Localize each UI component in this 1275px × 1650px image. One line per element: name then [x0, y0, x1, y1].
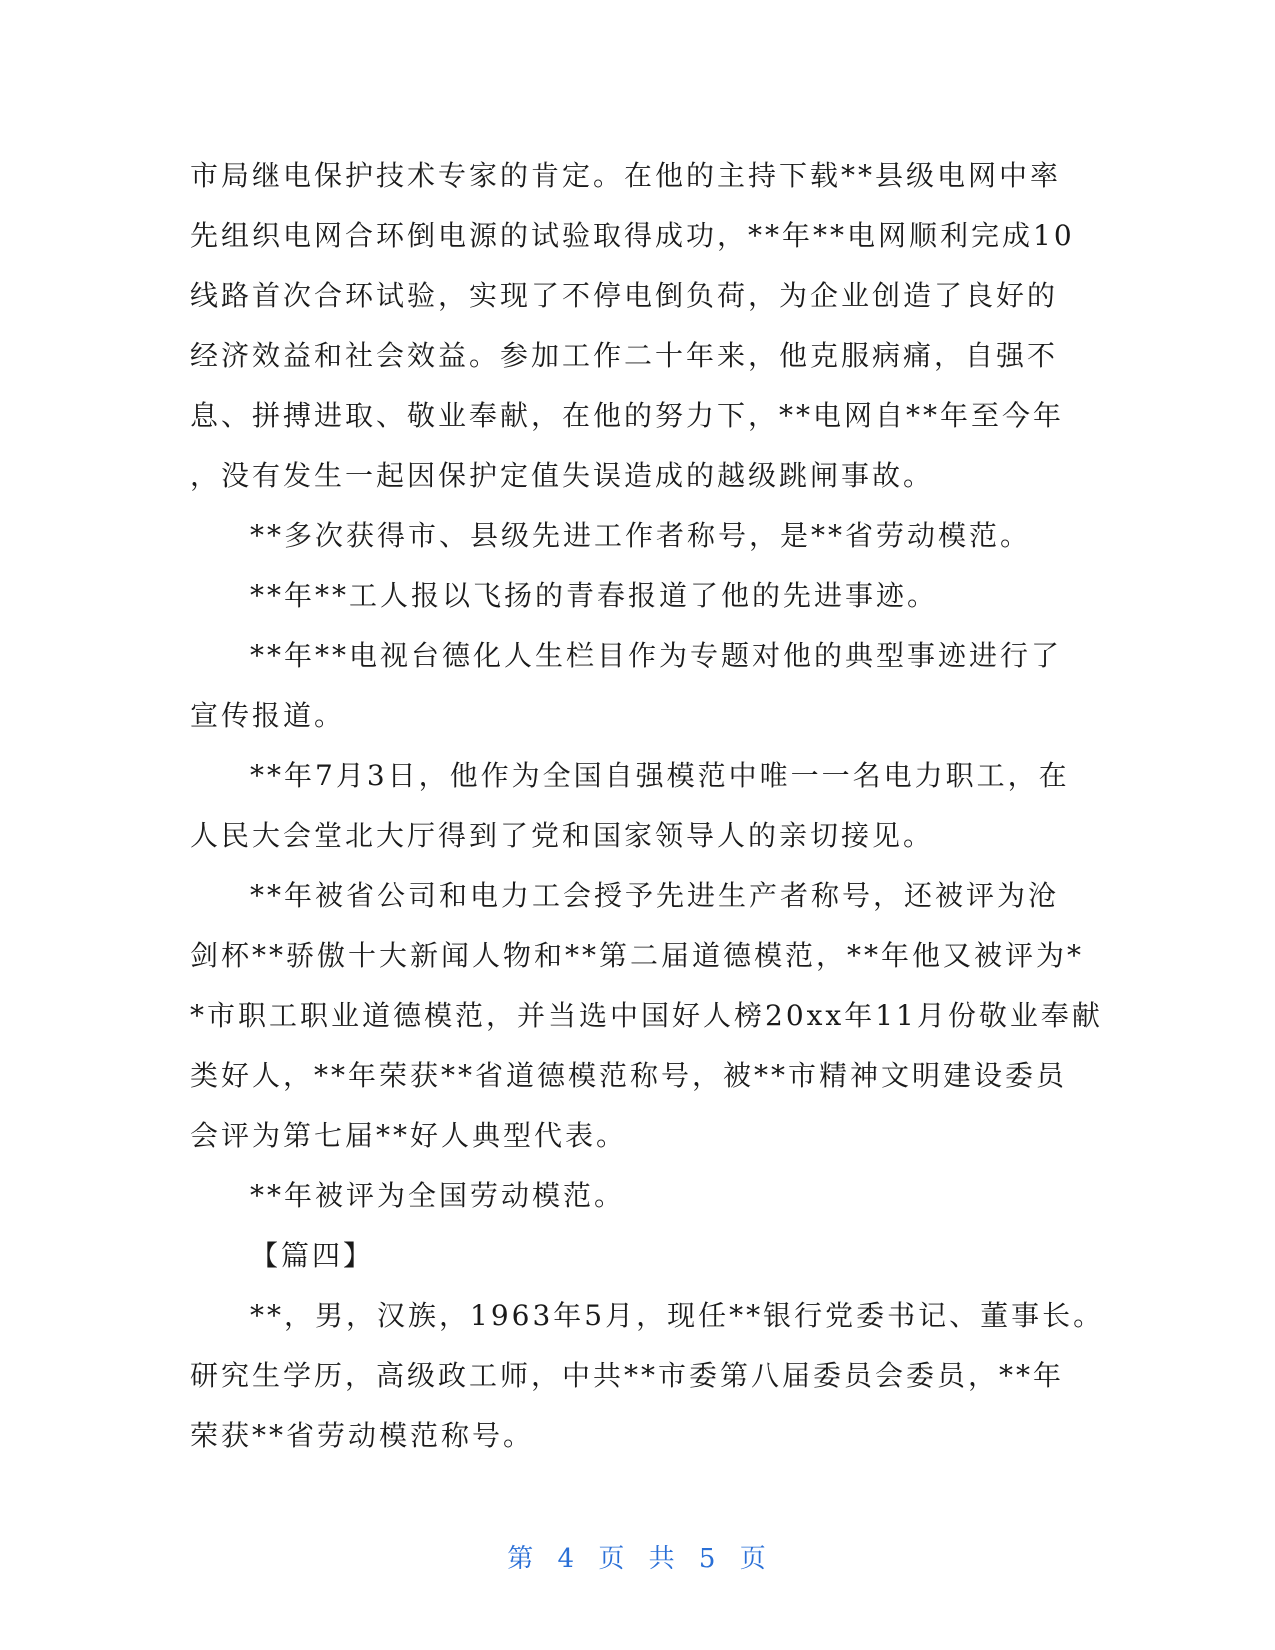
paragraph-line: **年被省公司和电力工会授予先进生产者称号，还被评为沧 — [250, 879, 1060, 912]
paragraph-line: **多次获得市、县级先进工作者称号，是**省劳动模范。 — [250, 519, 1032, 552]
total-label-prefix: 共 — [648, 1544, 677, 1574]
text-line: 市局继电保护技术专家的肯定。在他的主持下载**县级电网中率 — [190, 159, 1062, 192]
paragraph-line: **，男，汉族，1963年5月，现任**银行党委书记、董事长。 — [250, 1299, 1105, 1332]
page-footer — [0, 1538, 1275, 1575]
text-line: 线路首次合环试验，实现了不停电倒负荷，为企业创造了良好的 — [190, 279, 1059, 312]
paragraph-line: **年**电视台德化人生栏目作为专题对他的典型事迹进行了 — [250, 639, 1063, 672]
text-line: 荣获**省劳动模范称号。 — [190, 1419, 535, 1452]
text-line: 先组织电网合环倒电源的试验取得成功，**年**电网顺利完成10 — [190, 219, 1075, 252]
text-line: 剑杯**骄傲十大新闻人物和**第二届道德模范，**年他又被评为* — [190, 939, 1085, 972]
paragraph-line: **年**工人报以飞扬的青春报道了他的先进事迹。 — [250, 579, 939, 612]
text-line: 经济效益和社会效益。参加工作二十年来，他克服病痛，自强不 — [190, 339, 1059, 372]
paragraph-line: **年被评为全国劳动模范。 — [250, 1179, 626, 1212]
text-line: 会评为第七届**好人典型代表。 — [190, 1119, 628, 1152]
text-line: *市职工职业道德模范，并当选中国好人榜20xx年11月份敬业奉献 — [190, 999, 1103, 1032]
text-line: 息、拼搏进取、敬业奉献，在他的努力下，**电网自**年至今年 — [190, 399, 1065, 432]
text-line: 类好人，**年荣获**省道德模范称号，被**市精神文明建设委员 — [190, 1059, 1068, 1092]
text-line: 研究生学历，高级政工师，中共**市委第八届委员会委员，**年 — [190, 1359, 1065, 1392]
paragraph-line: **年7月3日，他作为全国自强模范中唯一一名电力职工，在 — [250, 759, 1070, 792]
current-page-number: 4 — [557, 1544, 577, 1574]
page-label-suffix: 页 — [739, 1544, 768, 1574]
text-line: 人民大会堂北大厅得到了党和国家领导人的亲切接见。 — [190, 819, 935, 852]
total-pages-number: 5 — [698, 1544, 718, 1574]
page-label-prefix: 第 — [507, 1544, 536, 1574]
page-label-mid: 页 — [598, 1544, 627, 1574]
text-line: ，没有发生一起因保护定值失误造成的越级跳闸事故。 — [190, 459, 935, 492]
section-heading: 【篇四】 — [250, 1239, 375, 1272]
text-line: 宣传报道。 — [190, 699, 346, 732]
document-body — [190, 146, 1105, 1466]
